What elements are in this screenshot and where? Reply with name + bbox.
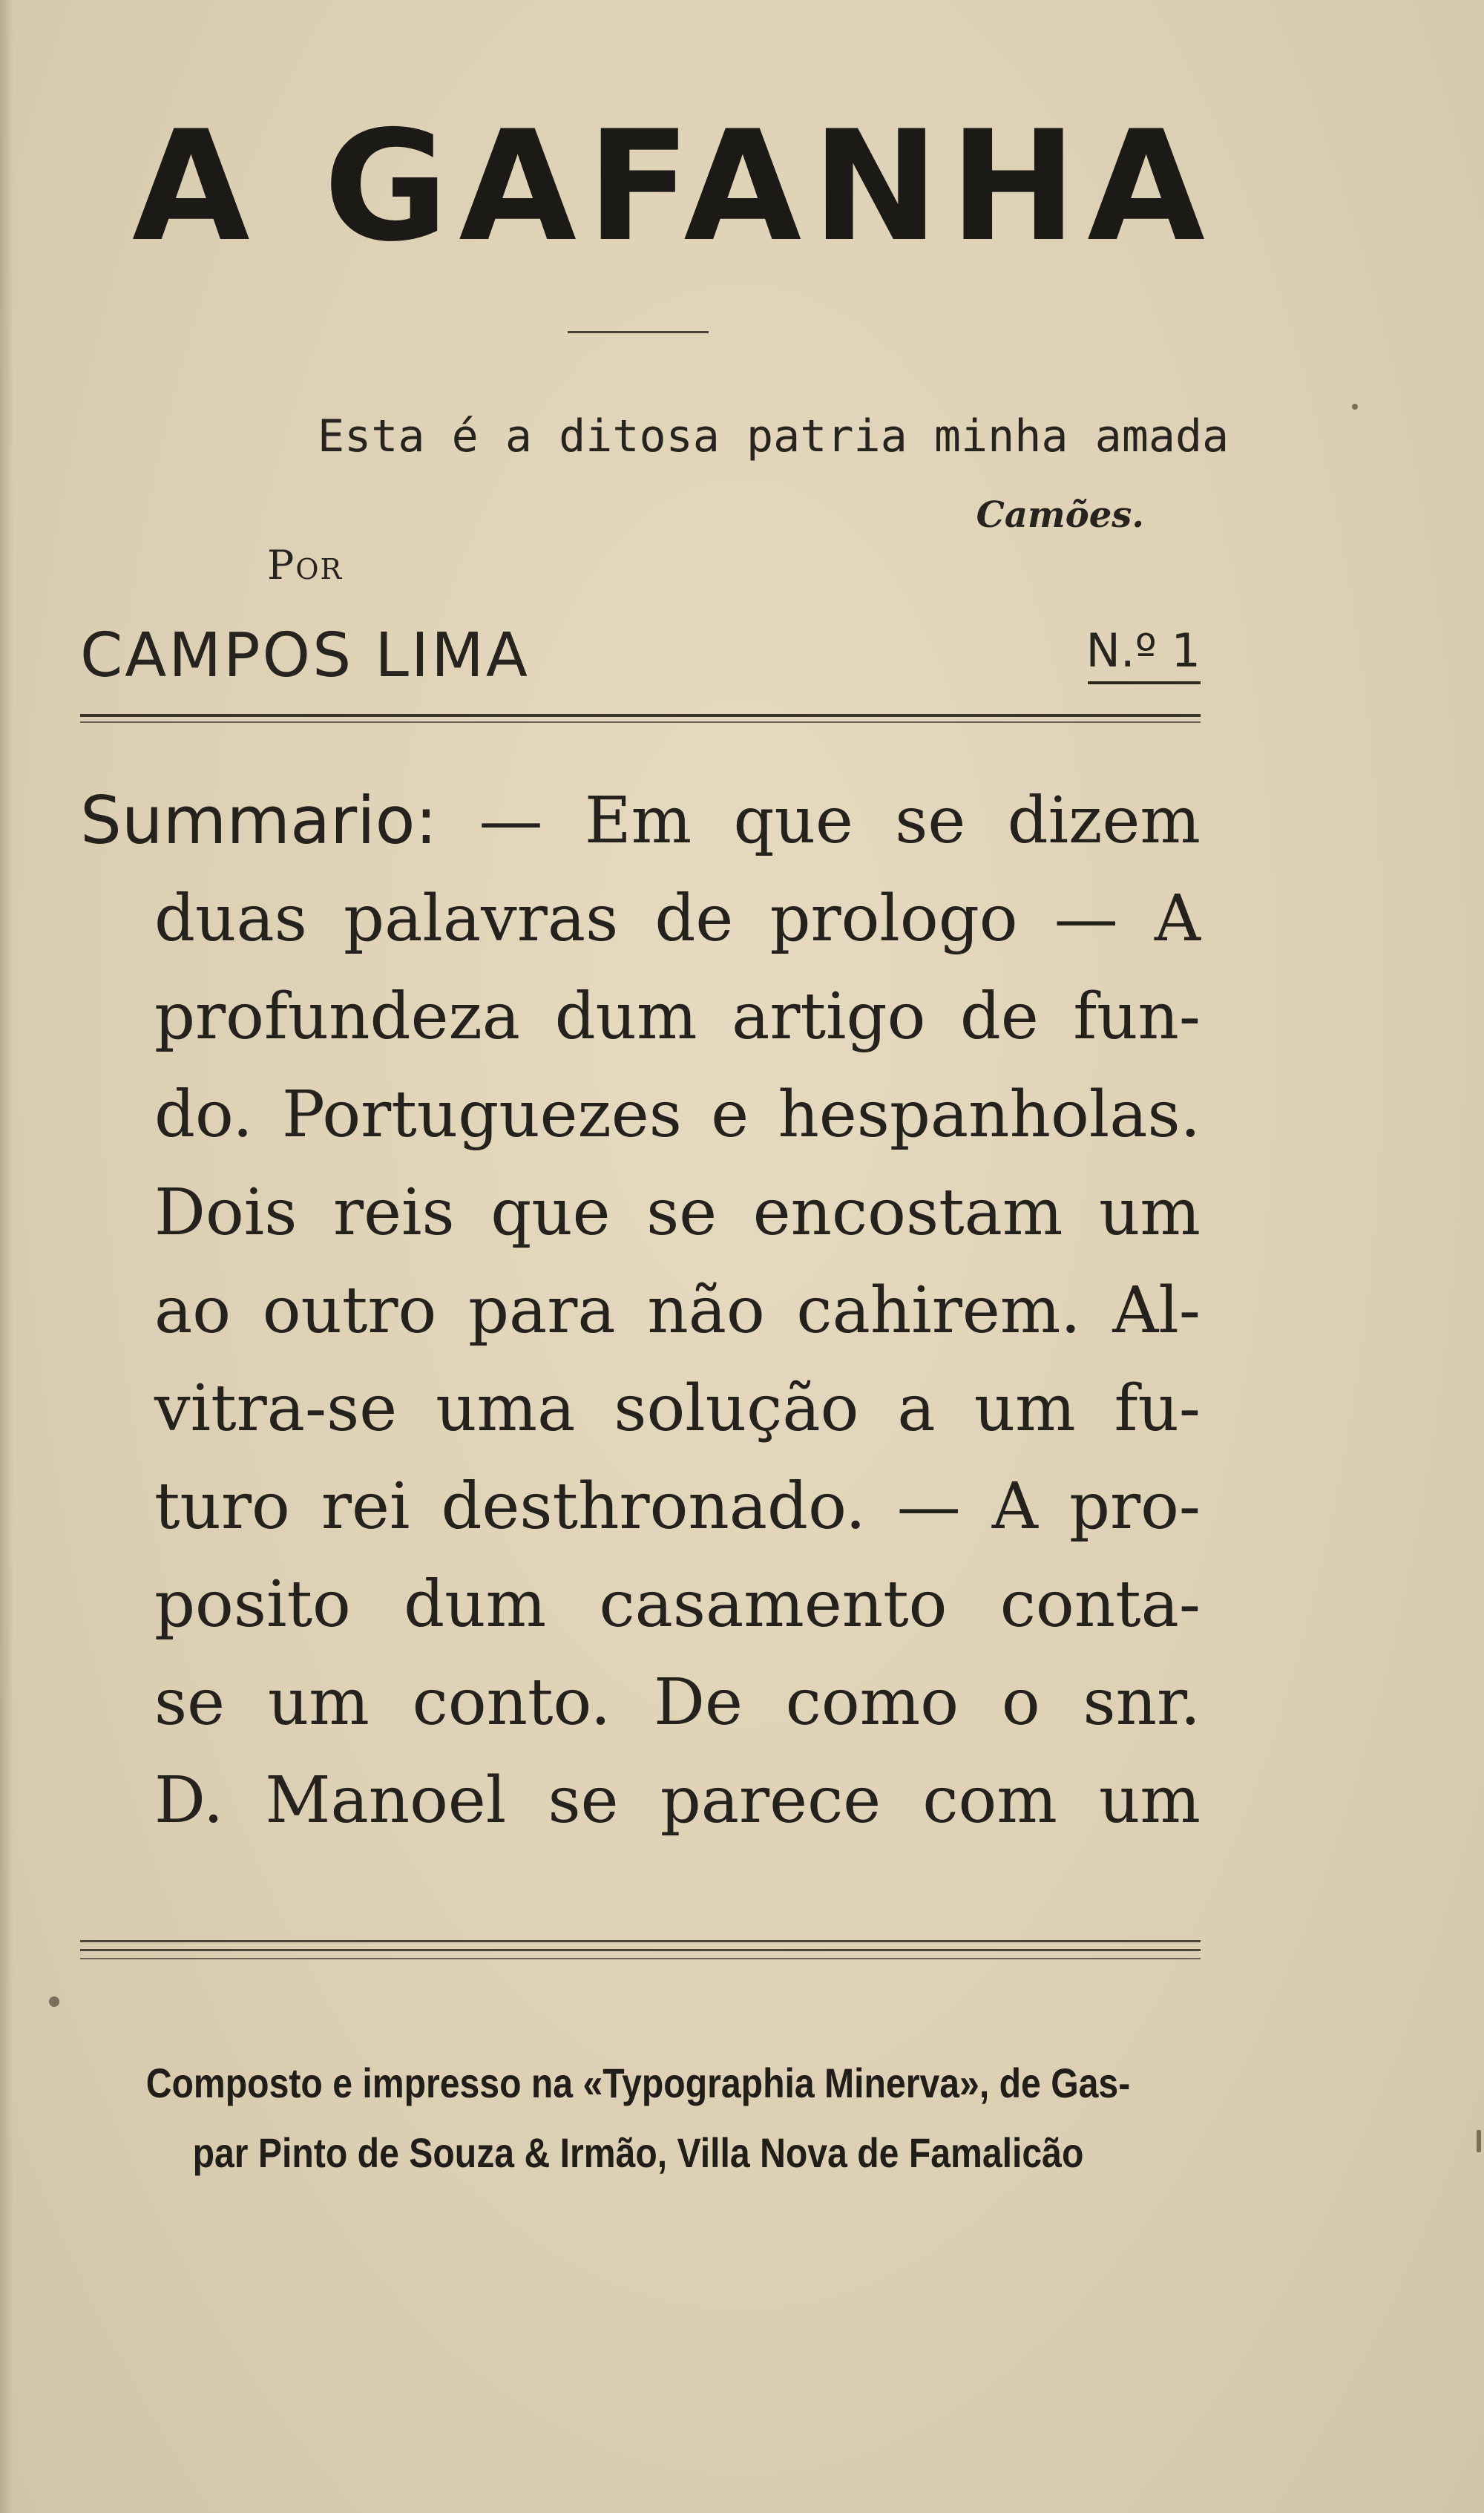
paper-speck — [1352, 404, 1358, 410]
summary-word: outro — [262, 1274, 437, 1348]
summary-word: como — [785, 1665, 959, 1740]
summary-word: uma — [436, 1372, 576, 1446]
issue-number-underline — [1088, 681, 1201, 684]
summary-word: desthronado. — [441, 1470, 866, 1544]
summary-line — [80, 968, 1201, 1066]
summary-word: A — [991, 1470, 1038, 1544]
summary-word: de — [959, 980, 1039, 1054]
summary-word: solução — [614, 1372, 859, 1446]
imprint-line: Composto e impresso na «Typographia Minerva», de Gas- — [145, 2060, 1131, 2106]
summary-line — [80, 1556, 1201, 1654]
summary-word: fu- — [1114, 1372, 1201, 1446]
summary-word: um — [974, 1372, 1076, 1446]
summary-word: um — [1099, 1176, 1201, 1250]
summary-word: um — [267, 1665, 370, 1740]
summary-word: Portuguezes — [281, 1078, 682, 1152]
epigraph-text: Esta é a ditosa patria minha amada — [318, 410, 1229, 462]
summary-word: rei — [321, 1470, 410, 1544]
footer-rule-middle — [80, 1949, 1201, 1951]
summary-word: ao — [154, 1274, 232, 1348]
summary-word: dum — [554, 980, 697, 1054]
summary-line — [80, 1262, 1201, 1360]
summary-line — [80, 1164, 1201, 1262]
summary-word: posito — [154, 1567, 351, 1642]
summary-word: Al- — [1112, 1274, 1201, 1348]
summary-line — [80, 870, 1201, 968]
summary-word: se — [895, 784, 966, 858]
byline-label: Por — [267, 542, 344, 589]
summary-word: De — [654, 1665, 743, 1740]
summary-word: Dois — [154, 1176, 298, 1250]
footer-rule — [80, 1940, 1201, 1942]
summary-label: Summario: — [80, 782, 438, 859]
summary-word: artigo — [732, 980, 926, 1054]
summary-word: hespanholas. — [778, 1078, 1201, 1152]
summary-word: conta- — [999, 1567, 1201, 1642]
summary-line — [80, 772, 1201, 870]
summary-word: — — [896, 1470, 961, 1544]
issue-number: N.º 1 — [1086, 623, 1201, 678]
summary-word: que — [733, 784, 853, 858]
summary-word: cahirem. — [796, 1274, 1081, 1348]
title-divider — [568, 331, 709, 333]
footer-rule-thin — [80, 1958, 1201, 1959]
summary-word: dum — [404, 1567, 547, 1642]
page-edge-shadow — [0, 0, 13, 2513]
summary-word: a — [897, 1372, 936, 1446]
summary-word: se — [154, 1665, 226, 1740]
epigraph-author: Camões. — [976, 494, 1144, 536]
imprint-line: par Pinto de Souza & Irmão, Villa Nova de Famalicão — [192, 2129, 1084, 2176]
summary-word: fun- — [1073, 980, 1201, 1054]
summary-line — [80, 1458, 1201, 1556]
summary-word: não — [647, 1274, 765, 1348]
summary-word: se — [548, 1763, 619, 1838]
summary-word: encostam — [752, 1176, 1063, 1250]
summary-line — [80, 1654, 1201, 1752]
summary-word: com — [922, 1763, 1057, 1838]
summary-word: snr. — [1083, 1665, 1201, 1740]
summary-word: Manoel — [265, 1763, 507, 1838]
summary-word: o — [1001, 1665, 1040, 1740]
summary-word: — — [479, 784, 543, 858]
summary-word: parece — [660, 1763, 881, 1838]
paper-speck — [1477, 2130, 1481, 2152]
summary-word: para — [467, 1274, 616, 1348]
summary-word: e — [711, 1078, 749, 1152]
summary-word: pro- — [1068, 1470, 1201, 1544]
summary-word: Em — [584, 784, 692, 858]
header-rule-thin — [80, 721, 1201, 723]
paper-speck — [49, 1996, 59, 2007]
summary-line — [80, 1752, 1201, 1849]
summary-word: conto. — [412, 1665, 611, 1740]
summary-word: reis — [332, 1176, 455, 1250]
summary-word: dizem — [1007, 784, 1201, 858]
summary-word: duas — [154, 882, 307, 956]
summary-word: do. — [154, 1078, 253, 1152]
summary-word: um — [1099, 1763, 1201, 1838]
summary-word: D. — [154, 1763, 224, 1838]
summary-line — [80, 1360, 1201, 1458]
summary-word: que — [490, 1176, 611, 1250]
author-name: CAMPOS LIMA — [80, 620, 530, 691]
printer-imprint — [59, 2048, 1217, 2188]
summary-word: prologo — [769, 882, 1018, 956]
summary-word: turo — [154, 1470, 290, 1544]
summary-word: A — [1154, 882, 1201, 956]
summary-word: se — [646, 1176, 718, 1250]
book-title: A GAFANHA — [132, 99, 1215, 275]
summary-word: palavras — [344, 882, 619, 956]
summary-word: — — [1054, 882, 1118, 956]
summary-word: vitra-se — [154, 1372, 398, 1446]
summary-block — [80, 772, 1201, 1849]
summary-word: casamento — [599, 1567, 948, 1642]
summary-line — [80, 1066, 1201, 1164]
summary-word: profundeza — [154, 980, 521, 1054]
header-rule — [80, 714, 1201, 717]
summary-word: de — [654, 882, 734, 956]
